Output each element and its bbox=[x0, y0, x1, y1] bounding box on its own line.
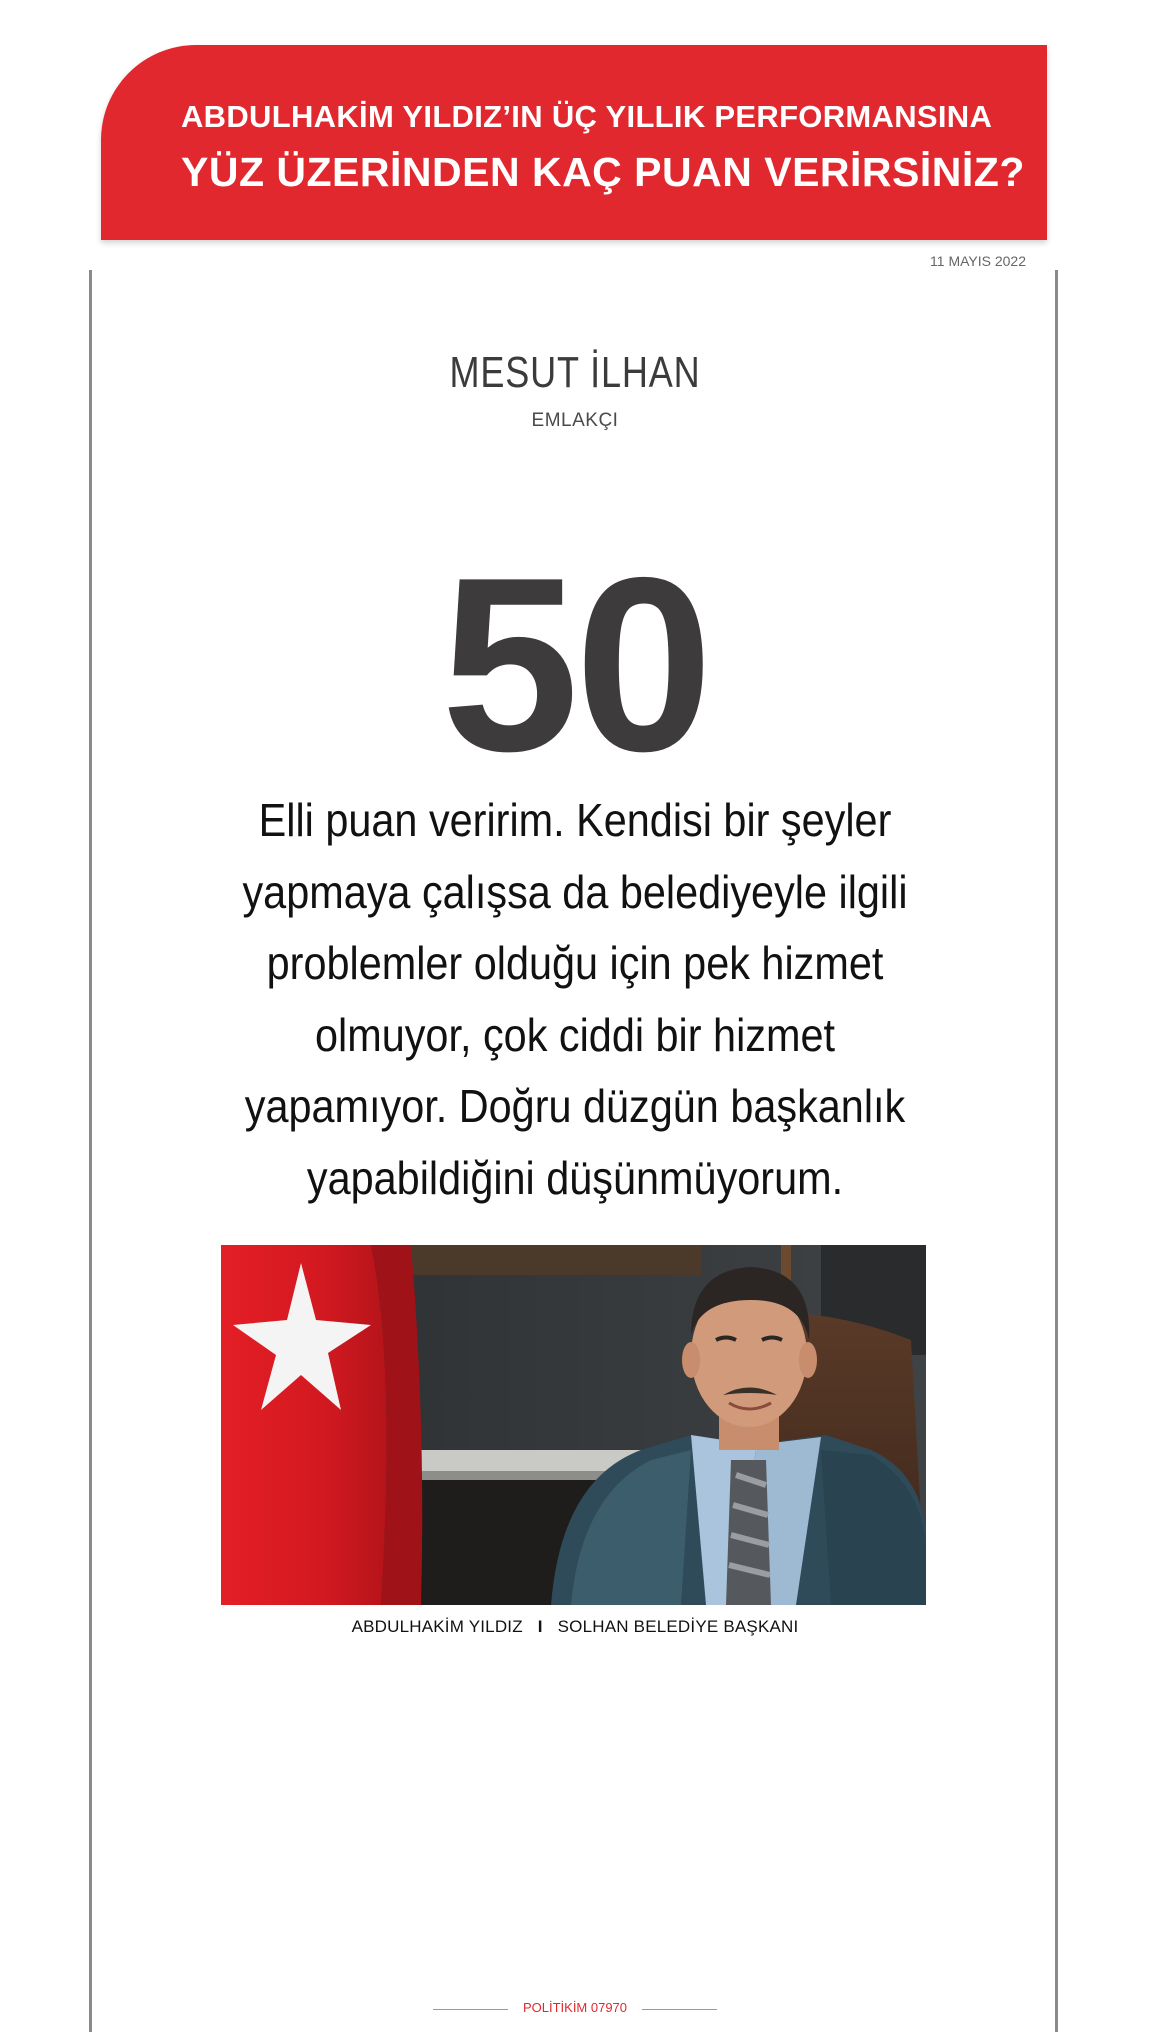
page-frame-right bbox=[1055, 270, 1058, 2032]
mayor-photo bbox=[221, 1245, 926, 1605]
respondent-title: EMLAKÇI bbox=[531, 410, 619, 431]
mayor-photo-illustration bbox=[221, 1245, 926, 1605]
footer-page-id: POLİTİKİM 07970 bbox=[522, 2000, 628, 2015]
respondent-name: MESUT İLHAN bbox=[449, 348, 701, 397]
header-question-line2: YÜZ ÜZERİNDEN KAÇ PUAN VERİRSİNİZ? bbox=[181, 149, 1025, 195]
page-frame-left bbox=[89, 270, 92, 2032]
publish-date: 11 MAYIS 2022 bbox=[930, 253, 1026, 269]
photo-caption bbox=[0, 1617, 1150, 1637]
caption-role: SOLHAN BELEDİYE BAŞKANI bbox=[557, 1617, 799, 1636]
respondent-quote: Elli puan veririm. Kendisi bir şeyler yapmaya çalışsa da belediyeyle ilgili problemler olduğu için pek hizmet olmuyor, çok ciddi bir hizmet yapamıyor. Doğru düzgün başkanlık yapabildiğini düşünmüyorum. bbox=[242, 794, 908, 1204]
footer-divider-right bbox=[642, 2009, 717, 2010]
header-banner bbox=[101, 45, 1047, 240]
header-question-line1: ABDULHAKİM YILDIZ’IN ÜÇ YILLIK PERFORMANSINA bbox=[181, 99, 993, 134]
caption-separator: I bbox=[537, 1617, 543, 1636]
score-value: 50 bbox=[441, 525, 709, 803]
caption-name: ABDULHAKİM YILDIZ bbox=[351, 1617, 523, 1636]
